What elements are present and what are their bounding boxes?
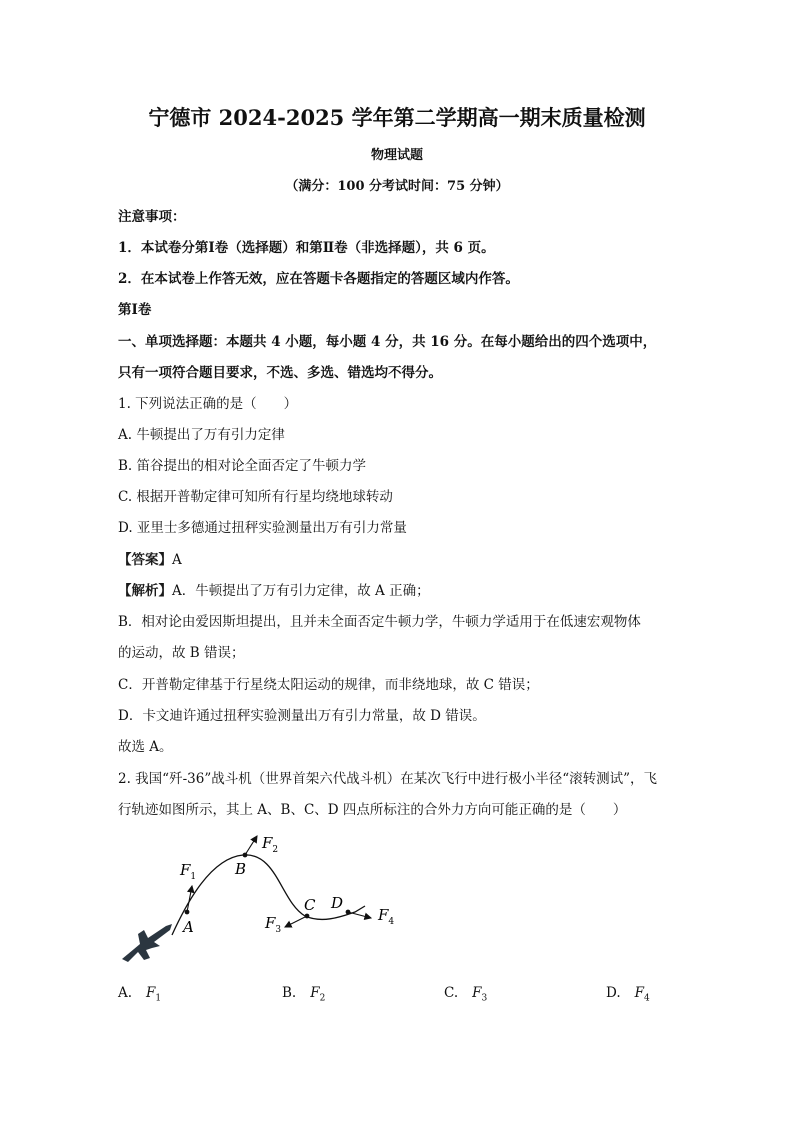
exam-title: 宁德市 2024-2025 学年第二学期高一期末质量检测 xyxy=(148,105,646,130)
q1-analysis-line: B．相对论由爱因斯坦提出，且并未全面否定牛顿力学，牛顿力学适用于在低速宏观物体 xyxy=(118,614,641,630)
jet-icon xyxy=(122,924,172,962)
point-c-label: C xyxy=(304,896,316,914)
q1-analysis-line: 的运动，故 B 错误； xyxy=(118,645,245,661)
section-instructions: 一、单项选择题：本题共 4 小题，每小题 4 分，共 16 分。在每小题给出的四个选项中， xyxy=(118,334,657,350)
answer-value: A xyxy=(172,552,182,568)
q2-stem: 2. 我国“歼-36”战斗机（世界首架六代战斗机）在某次飞行中进行极小半径“滚转测试”，飞 xyxy=(118,771,658,787)
point-b-label: B xyxy=(235,860,247,878)
point-d-label: D xyxy=(331,894,344,912)
note-item: 2．在本试卷上作答无效，应在答题卡各题指定的答题区域内作答。 xyxy=(118,271,519,287)
q1-option-d: D. 亚里士多德通过扭秤实验测量出万有引力常量 xyxy=(118,520,407,536)
q2-option-c: C. $F_3$ xyxy=(444,985,488,1004)
q1-option-c: C. 根据开普勒定律可知所有行星均绕地球转动 xyxy=(118,489,393,505)
point-a-label: A xyxy=(183,918,194,936)
q1-analysis-line: 故选 A。 xyxy=(118,739,173,755)
exam-meta: （满分：100 分考试时间：75 分钟） xyxy=(285,179,509,194)
force-f3-arrow xyxy=(285,916,307,927)
force-f4-label: $F_4$ xyxy=(378,906,395,927)
force-f4-arrow xyxy=(348,912,371,918)
notes-heading: 注意事项： xyxy=(118,209,186,225)
trajectory-figure xyxy=(115,830,415,970)
q2-stem: 行轨迹如图所示，其上 A、B、C、D 四点所标注的合外力方向可能正确的是（ ） xyxy=(118,802,627,818)
q2-option-d: D. $F_4$ xyxy=(606,985,650,1004)
q1-option-b: B. 笛谷提出的相对论全面否定了牛顿力学 xyxy=(118,458,367,474)
force-f3-label: $F_3$ xyxy=(265,914,282,935)
q1-option-a: A. 牛顿提出了万有引力定律 xyxy=(118,427,285,443)
q1-stem: 1. 下列说法正确的是（ ） xyxy=(118,396,298,412)
force-f1-label: $F_1$ xyxy=(180,861,197,882)
q1-analysis-first xyxy=(118,581,430,601)
note-item: 1．本试卷分第Ⅰ卷（选择题）和第Ⅱ卷（非选择题），共 6 页。 xyxy=(118,240,495,256)
exam-subject: 物理试题 xyxy=(370,148,423,163)
q1-analysis-line: D．卡文迪许通过扭秤实验测量出万有引力常量，故 D 错误。 xyxy=(118,708,486,724)
part1-heading: 第Ⅰ卷 xyxy=(118,302,152,318)
analysis-text: A．牛顿提出了万有引力定律，故 A 正确； xyxy=(172,583,430,599)
q2-option-b: B. $F_2$ xyxy=(282,985,326,1004)
section-instructions: 只有一项符合题目要求，不选、多选、错选均不得分。 xyxy=(118,365,442,381)
q1-analysis-line: C．开普勒定律基于行星绕太阳运动的规律，而非绕地球，故 C 错误； xyxy=(118,677,539,693)
answer-label: 【答案】 xyxy=(118,552,172,568)
force-f2-label: $F_2$ xyxy=(262,834,279,855)
analysis-label: 【解析】 xyxy=(118,583,172,599)
q1-answer xyxy=(118,550,182,570)
force-f2-arrow xyxy=(245,836,257,855)
q2-option-a: A. $F_1$ xyxy=(118,985,162,1004)
